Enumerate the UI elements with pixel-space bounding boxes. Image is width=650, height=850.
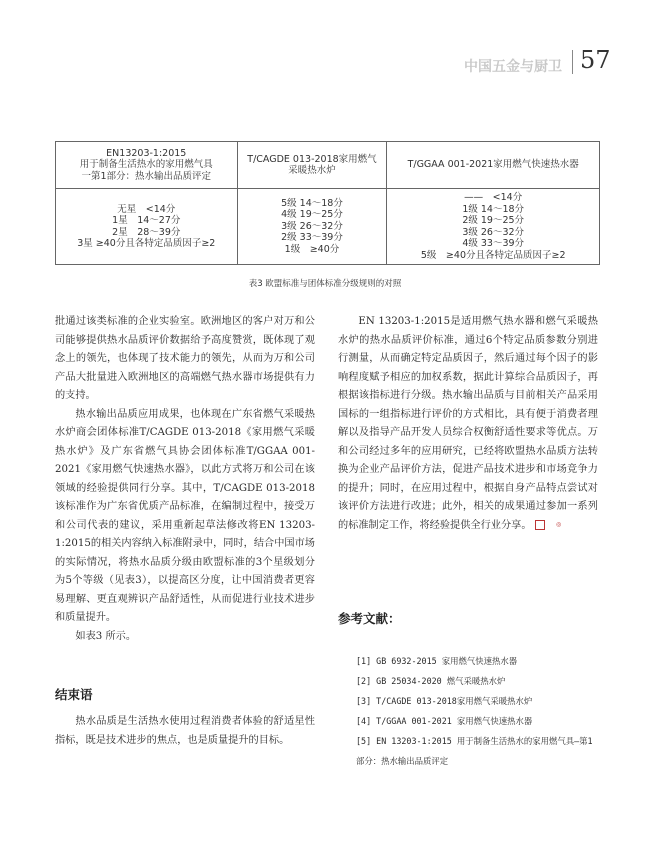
right-column — [338, 313, 598, 535]
paragraph: 热水品质是生活热水使用过程消费者体验的舒适星性指标，既是技术进步的焦点，也是质量提升的目标。 — [55, 716, 315, 746]
paragraph: EN 13203-1:2015是适用燃气热水器和燃气采暖热水炉的热水品质评价标准，通过6个特定品质参数分别进行测量，从而确定特定品质因子，然后通过每个因子的影响程度赋予相应的加权系数，据此计算综合品质因子，再根据该指标进行分级。热水输出品质与目前相关产品采用国标的一组指标进行评价的方式相比，具有便于消费者理解以及指导产品开发人员综合权衡舒适性要求等优点。万和公司经过多年的应用研究，已经将欧盟热水品质方法转换为企业产品评价方法，促进产品技术进步和市场竞争力的提升；同时，在应用过程中，根据自身产品特点尝试对该评价方法进行改进；此外，相关的成果通过参加一系列的标准制定工作，将经验提供全行业分享。 ◎ — [338, 316, 598, 531]
table-caption: 表3 欧盟标准与团体标准分级规则的对照 — [248, 279, 402, 289]
conclusion-heading: 结束语 — [55, 687, 93, 702]
left-column — [55, 313, 315, 646]
article-end-icon: ◎ — [535, 520, 545, 530]
list-item: [1] GB 6932-2015 家用燃气快速热水器 — [356, 656, 518, 666]
table-header-tggaa: T/GGAA 001-2021家用燃气快速热水器 — [387, 142, 600, 189]
paragraph: 热水输出品质应用成果，也体现在广东省燃气采暖热水炉商会团体标准T/CAGDE 013-2018《家用燃气采暖热水炉》及广东省燃气具协会团体标准T/GGAA 001-2021《家用燃气快速热水器》，以此方式将万和公司在该领域的经验提供同行分享。其中，T/CAGDE 013-2018该标准作为广东省优质产品标准，在编制过程中，接受万和公司代表的建议，采用重新起草法修改将EN 13203-1:2015的相关内容纳入标准附录中，同时，结合中国市场的实际情况，将热水品质分级由欧盟标准的3个星级划分为5个等级（见表3），以提高区分度，让中国消费者更容易理解、更直观辨识产品舒适性，从而促进行业技术进步和质量提升。 — [55, 408, 315, 623]
list-item: [5] EN 13203-1:2015 用于制备生活热水的家用燃气具—第1部分：热水输出品质评定 — [356, 736, 593, 766]
table-header-row — [56, 142, 600, 189]
header-divider — [572, 50, 573, 74]
table-row — [56, 189, 600, 265]
references-heading: 参考文献： — [338, 611, 401, 626]
table-cell-tggaa-grades: —— <14分 1级 14～18分 2级 19～25分 3级 26～32分 4级 33～39分 5级 ≥40分且各特定品质因子≥2 — [387, 189, 600, 265]
list-item: [4] T/GGAA 001-2021 家用燃气快速热水器 — [356, 716, 533, 726]
table-cell-tcagde-grades: 5级 14～18分 4级 19～25分 3级 26～32分 2级 33～39分 1级 ≥40分 — [237, 189, 387, 265]
conclusion-body — [55, 713, 315, 750]
reference-list — [338, 651, 600, 771]
paragraph: 如表3 所示。 — [75, 630, 137, 642]
paragraph: 批通过该类标准的企业实验室。欧洲地区的客户对万和公司能够提供热水品质评价数据给予高度赞赏，既体现了观念上的领先，也体现了技术能力的领先，从而为万和公司产品大批量进入欧洲地区的高端燃气热水器市场提供有力的支持。 — [55, 316, 315, 401]
grading-comparison-table — [55, 141, 600, 265]
table-header-tcagde: T/CAGDE 013-2018家用燃气 采暖热水炉 — [237, 142, 387, 189]
list-item: [2] GB 25034-2020 燃气采暖热水炉 — [356, 676, 506, 686]
list-item: [3] T/CAGDE 013-2018家用燃气采暖热水炉 — [356, 696, 533, 706]
page-number: 57 — [580, 46, 611, 74]
table-cell-en13203-grades: 无星 <14分 1星 14～27分 2星 28～39分 3星 ≥40分且各特定品质因子≥2 — [56, 189, 238, 265]
table-header-en13203: EN13203-1:2015 用于制备生活热水的家用燃气具 一第1部分：热水输出品质评定 — [56, 142, 238, 189]
magazine-logo: 中国五金与厨卫 — [464, 59, 562, 75]
